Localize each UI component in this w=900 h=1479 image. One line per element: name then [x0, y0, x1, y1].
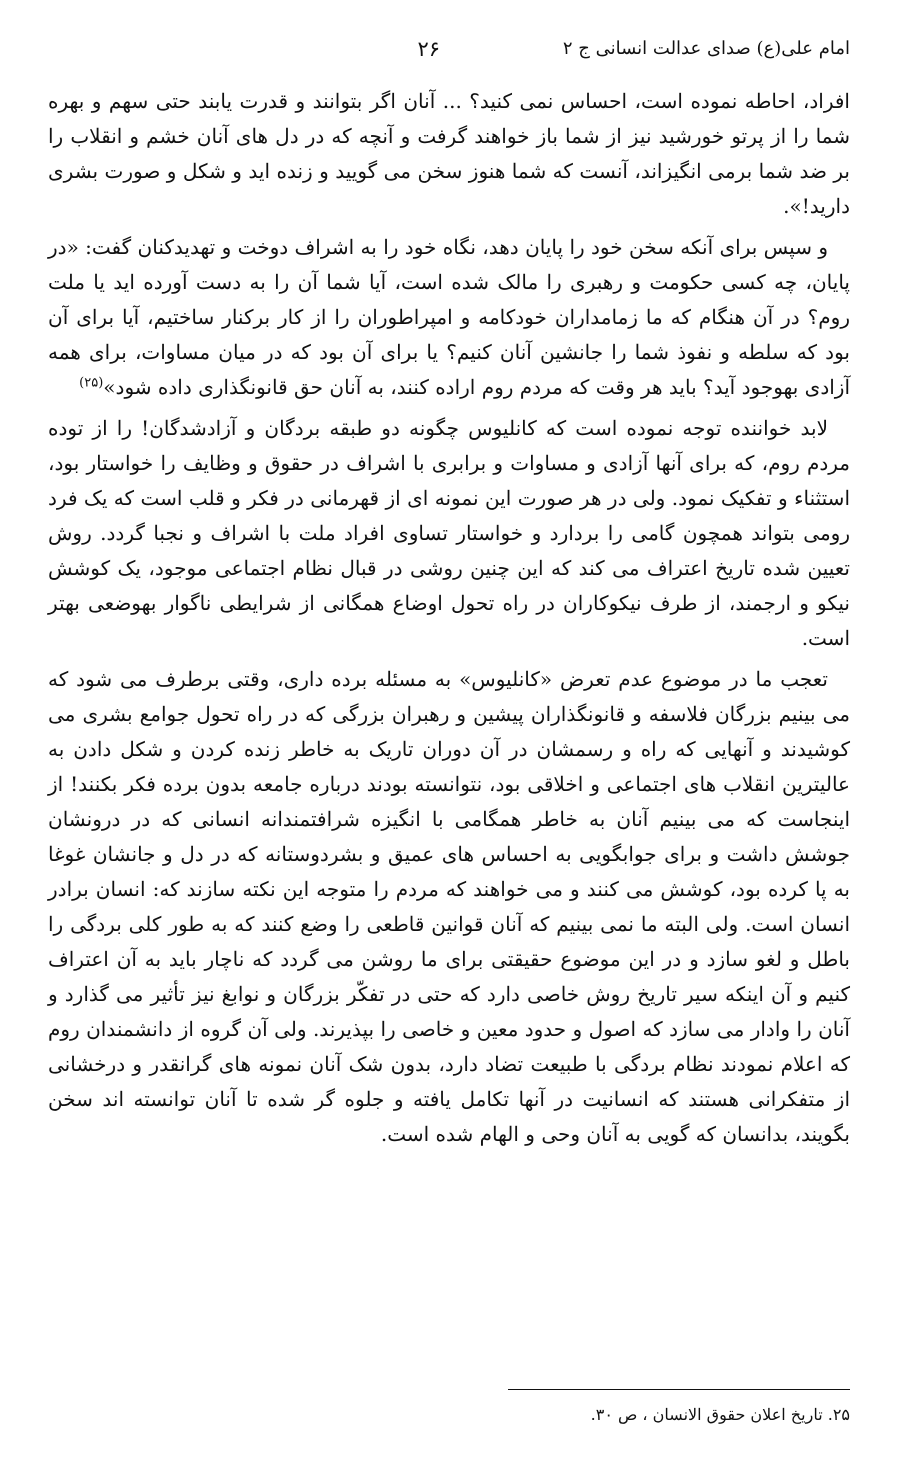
footnote-divider	[508, 1389, 850, 1390]
paragraph-2-text: و سپس برای آنکه سخن خود را پایان دهد، نگاه خود را به اشراف دوخت و تهدیدکنان گفت: «در پایان، چه کسی حکومت و رهبری را مالک شده است، آیا شما آن را به دست آورده اید یا ملت روم؟ در آن هنگام که ما زمامداران خودکامه و امپراطوران را از کار برکنار ساختیم، آیا برای آن بود که سلطه و نفوذ شما را جانشین آنان کنیم؟ یا برای آن بود که در میان مساوات، برای همه آزادی بهوجود آید؟ باید هر وقت که مردم روم اراده کنند، به آنان حق قانونگذاری داده شود»	[48, 235, 850, 399]
paragraph-1: افراد، احاطه نموده است، احساس نمی کنید؟ ... آنان اگر بتوانند و قدرت یابند حتی سهم و بهره شما را از پرتو خورشید نیز از شما باز خواهند گرفت و آنچه که در دل های آنان خشم و انقلاب را بر ضد شما برمی انگیزاند، آنست که شما هنوز سخن می گویید و زنده اید و شکل و صورت بشری دارید!».	[48, 89, 850, 218]
running-title: امام علی(ع) صدای عدالت انسانی ج ۲	[562, 38, 850, 59]
footnote-text: ۲۵. تاریخ اعلان حقوق الانسان ، ص ۳۰.	[590, 1405, 850, 1424]
paragraph-4: تعجب ما در موضوع عدم تعرض «کانلیوس» به مسئله برده داری، وقتی برطرف می شود که می بینیم بزرگان فلاسفه و قانونگذاران پیشین و رهبران بزرگی که در راه تحول جوامع بشری می کوشیدند و آنهایی که راه و رسمشان در آن دوران تاریک به خاطر زنده کردن و شکل دادن به عالیترین انقلاب های اجتماعی و اخلاقی بود، نتوانسته بودند درباره جامعه بدون برده فکر بکنند! از اینجاست که می بینیم آنان به خاطر همگامی با انگیزه شرافتمندانه انسانی که در درونشان جوشش داشت و برای جوابگویی به احساس های عمیق و بشردوستانه که در دل و جانشان غوغا به پا کرده بود، کوشش می کنند و می خواهند که مردم را متوجه این نکته سازند که: انسان برادر انسان است. ولی البته ما نمی بینیم که آنان قوانین قاطعی را وضع کنند که به طور کلی بردگی را باطل و لغو سازد و در این موضوع حقیقتی برای ما روشن می گردد که ناچار باید به آن اعتراف کنیم و آن اینکه سیر تاریخ روش خاصی دارد که حتی در تفکّر بزرگان و نوابغ نیز تأثیر می گذارد و آنان را وادار می سازد که اصول و حدود معین و خاصی را بپذیرند. ولی آن گروه از دانشمندان روم که اعلام نمودند نظام بردگی با طبیعت تضاد دارد، بدون شک آنان نمونه های گرانقدر و درخشانی از متفکرانی هستند که انسانیت در آنها تکامل یافته و جلوه گر شده تا آنان توانسته اند سخن بگویند، بدانسان که گویی به آنان وحی و الهام شده است.	[48, 667, 850, 1146]
footnote-reference: (۲۵)	[79, 375, 104, 391]
body-text	[48, 84, 850, 1158]
page-header	[50, 34, 850, 64]
paragraph-2	[48, 230, 850, 405]
paragraph-3: لابد خواننده توجه نموده است که کانلیوس چگونه دو طبقه بردگان و آزادشدگان! را از توده مردم روم، که برای آنها آزادی و مساوات و برابری با اشراف در حقوق و وظایف را خواستار بود، استثناء و تفکیک نمود. ولی در هر صورت این نمونه ای از قهرمانی در فکر و قلب است که یک فرد رومی بتواند همچون گامی را بردارد و خواستار تساوی افراد ملت با اشراف و نجبا گردد. روش تعیین شده تاریخ اعتراف می کند که این چنین روشی در قبال نظام اجتماعی موجود، یک کوشش نیکو و ارجمند، از طرف نیکوکاران در راه تحول اوضاع همگانی از شرایطی ناگوار بهوضعی بهتر است.	[48, 416, 850, 650]
page-number: ۲۶	[417, 37, 440, 61]
